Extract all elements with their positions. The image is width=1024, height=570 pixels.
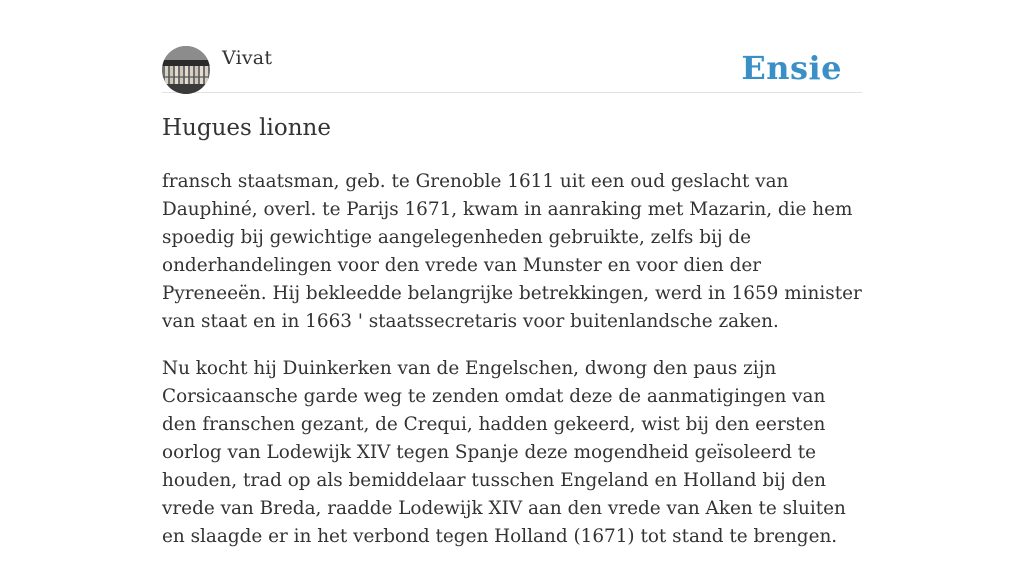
author-name[interactable]: Vivat xyxy=(222,47,273,69)
paragraph: fransch staatsman, geb. te Grenoble 1611 uit een oud geslacht van Dauphiné, overl. te Parijs 1671, kwam in aanraking met Mazarin, die hem spoedig bij gewichtige aangelegenheden gebruikte, zelfs bij de onderhandelingen voor den vrede van Munster en voor dien der Pyreneeën. Hij bekleedde belangrijke betrekkingen, werd in 1659 minister van staat en in 1663 ' staatssecretaris voor buitenlandsche zaken. xyxy=(162,171,862,332)
article-body xyxy=(162,168,864,570)
author-avatar[interactable] xyxy=(162,46,210,94)
page-title: Hugues lionne xyxy=(162,115,331,141)
paragraph: Nu kocht hij Duinkerken van de Engelschen, dwong den paus zijn Corsicaansche garde weg te zenden omdat deze de aanmatigingen van den franschen gezant, de Crequi, hadden gekeerd, wist bij den eersten oorlog van Lodewijk XIV tegen Spanje deze mogendheid geïsoleerd te houden, trad op als bemiddelaar tusschen Engeland en Holland bij den vrede van Breda, raadde Lodewijk XIV aan den vrede van Aken te sluiten en slaagde er in het verbond tegen Holland (1671) tot stand te brengen. xyxy=(162,358,846,547)
typewriter-keys-avatar-icon xyxy=(162,46,210,94)
brand-logo[interactable]: Ensie xyxy=(741,49,842,87)
site-header xyxy=(162,46,862,93)
